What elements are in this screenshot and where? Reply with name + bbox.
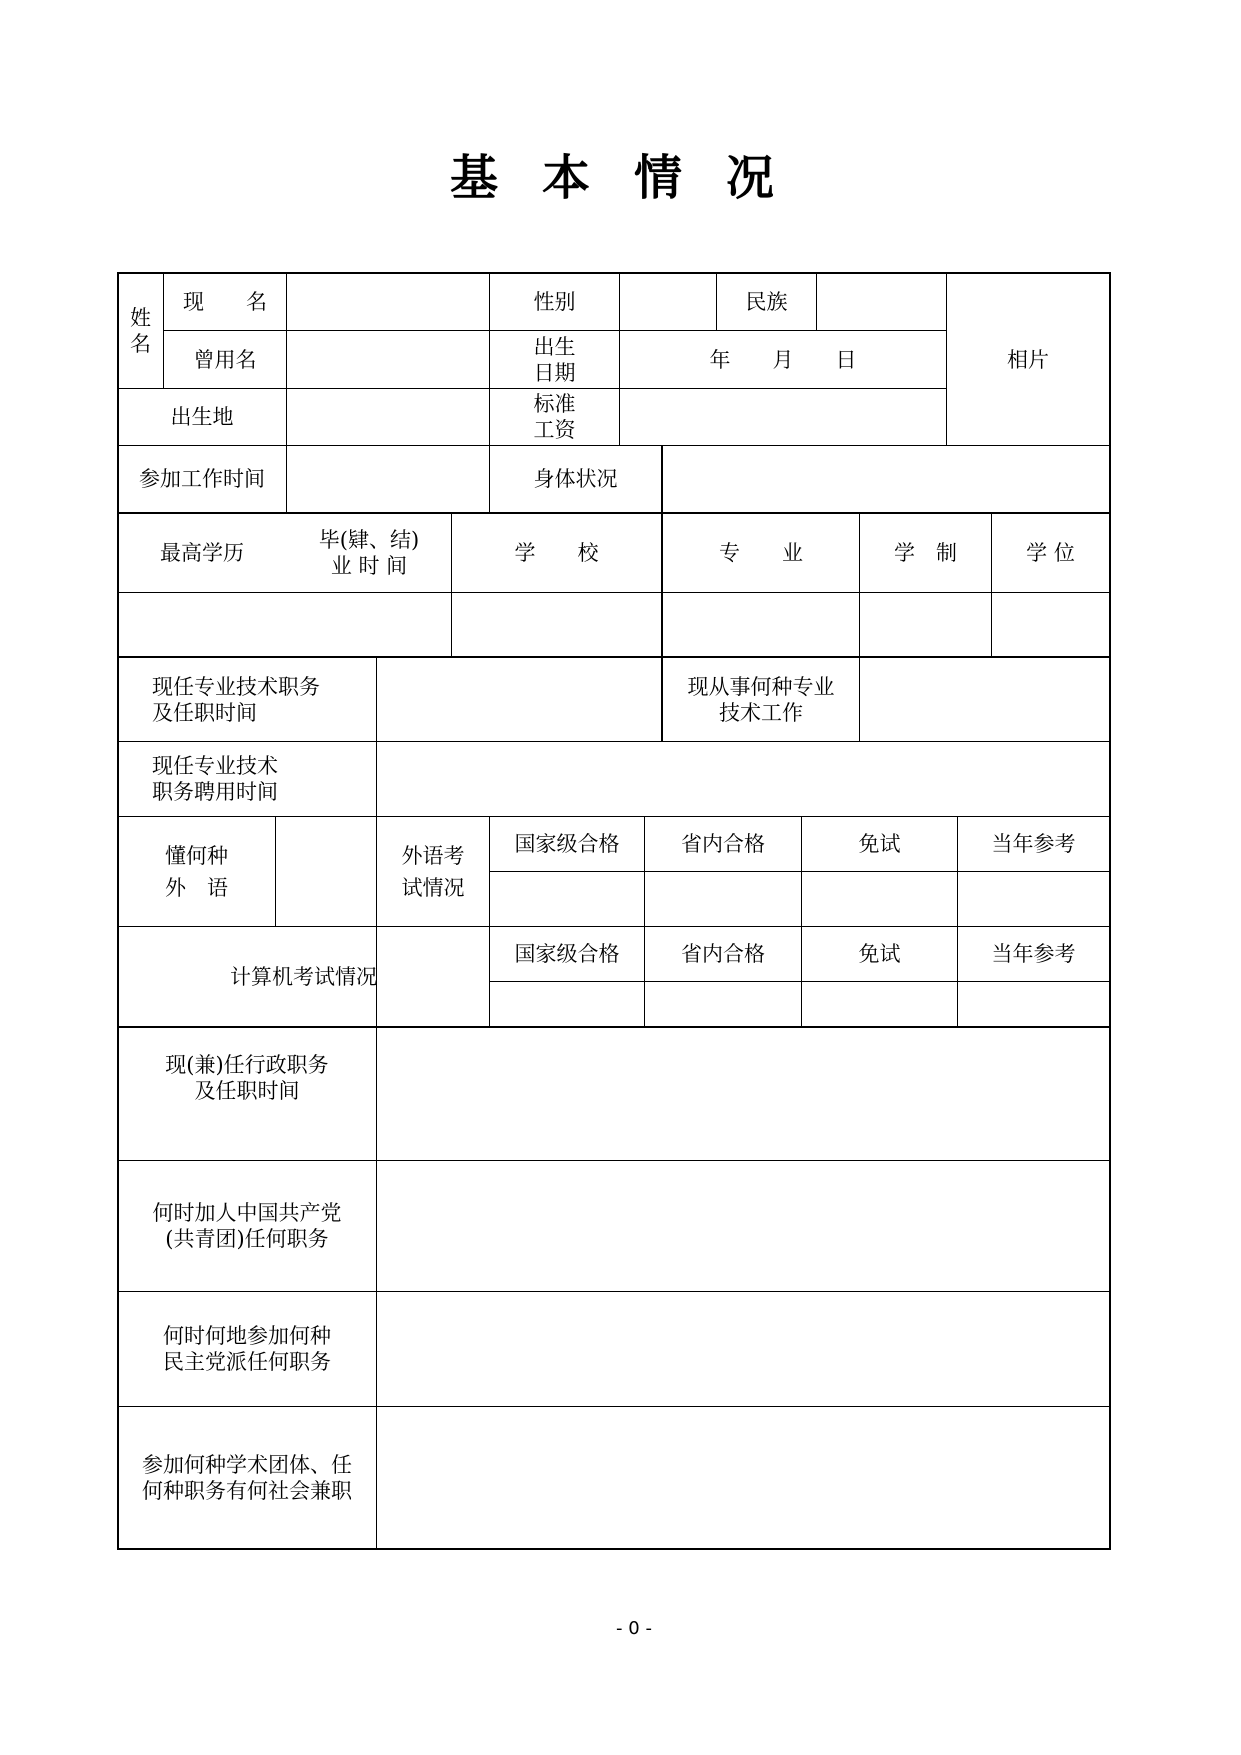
school-field[interactable] — [452, 593, 661, 656]
duration-label: 学 制 — [894, 541, 957, 565]
tech-work-label: 现从事何种专业 技术工作 — [687, 674, 835, 725]
major-field[interactable] — [663, 593, 859, 656]
highest-edu-label: 最高学历 — [160, 541, 244, 565]
lang-exam-label: 外语考 试情况 — [401, 843, 465, 900]
health-label: 身体状况 — [533, 467, 618, 491]
birth-date-label: 出生 日期 — [533, 334, 576, 385]
academic-field[interactable] — [377, 1407, 1109, 1548]
tech-hire-label: 现任专业技术 职务聘用时间 — [152, 754, 278, 804]
computer-current-year-label: 当年参考 — [991, 942, 1076, 966]
lang-current-year-field[interactable] — [958, 872, 1109, 926]
democratic-party-field[interactable] — [377, 1292, 1109, 1406]
school-label: 学 校 — [514, 541, 599, 565]
computer-exam-label: 计算机考试情况 — [230, 964, 377, 989]
foreign-lang-field[interactable] — [276, 817, 376, 926]
tech-post-label: 现任专业技术职务 及任职时间 — [152, 674, 320, 725]
party-field[interactable] — [377, 1161, 1109, 1291]
foreign-lang-label: 懂何种 外 语 — [165, 843, 228, 900]
computer-national-field[interactable] — [490, 982, 644, 1026]
gender-label: 性别 — [533, 290, 576, 314]
standard-salary-label: 标准 工资 — [533, 392, 576, 442]
work-start-field[interactable] — [287, 446, 489, 512]
standard-salary-field[interactable] — [620, 389, 946, 445]
grad-time-field[interactable] — [287, 593, 451, 656]
current-name-field[interactable] — [287, 274, 489, 330]
computer-current-year-field[interactable] — [958, 982, 1109, 1026]
degree-label: 学 位 — [1026, 541, 1075, 565]
admin-post-field[interactable] — [377, 1028, 1109, 1160]
ethnicity-field[interactable] — [817, 274, 946, 330]
lang-national-field[interactable] — [490, 872, 644, 926]
admin-post-label: 现(兼)任行政职务 及任职时间 — [165, 1053, 329, 1103]
highest-edu-field[interactable] — [118, 593, 286, 656]
academic-label: 参加何种学术团体、任 何种职务有何社会兼职 — [142, 1452, 352, 1503]
page-number: - 0 - — [616, 1618, 652, 1639]
party-label: 何时加人中国共产党 (共青团)任何职务 — [152, 1201, 342, 1251]
grad-time-label: 毕(肄、结) 业 时 间 — [318, 528, 420, 578]
birthplace-label: 出生地 — [170, 405, 234, 429]
computer-exempt-field[interactable] — [802, 982, 957, 1026]
tech-post-field[interactable] — [377, 658, 661, 741]
tech-work-field[interactable] — [860, 658, 1109, 741]
lang-provincial-label: 省内合格 — [681, 832, 765, 856]
major-label: 专 业 — [719, 541, 803, 565]
current-name-label: 现 名 — [183, 290, 267, 314]
photo-box[interactable]: 相片 — [1007, 347, 1049, 372]
health-field[interactable] — [663, 446, 1109, 512]
computer-exempt-label: 免试 — [858, 942, 901, 966]
tech-hire-field[interactable] — [377, 742, 1109, 816]
former-name-field[interactable] — [287, 331, 489, 388]
name-group-label: 姓 名 — [130, 306, 151, 356]
degree-field[interactable] — [992, 593, 1109, 656]
ethnicity-label: 民族 — [745, 290, 788, 314]
lang-provincial-field[interactable] — [645, 872, 801, 926]
duration-field[interactable] — [860, 593, 991, 656]
lang-exempt-field[interactable] — [802, 872, 957, 926]
democratic-party-label: 何时何地参加何种 民主党派任何职务 — [163, 1324, 331, 1374]
former-name-label: 曾用名 — [193, 347, 257, 372]
lang-current-year-label: 当年参考 — [991, 832, 1076, 856]
gender-field[interactable] — [620, 274, 716, 330]
computer-national-label: 国家级合格 — [514, 942, 620, 966]
lang-national-label: 国家级合格 — [514, 832, 620, 856]
page-title: 基本情况 — [449, 150, 818, 206]
work-start-label: 参加工作时间 — [139, 467, 265, 491]
computer-provincial-label: 省内合格 — [681, 942, 765, 966]
birthplace-field[interactable] — [287, 389, 489, 445]
birth-date-field[interactable]: 年 月 日 — [709, 347, 857, 372]
lang-exempt-label: 免试 — [858, 832, 901, 856]
computer-provincial-field[interactable] — [645, 982, 801, 1026]
